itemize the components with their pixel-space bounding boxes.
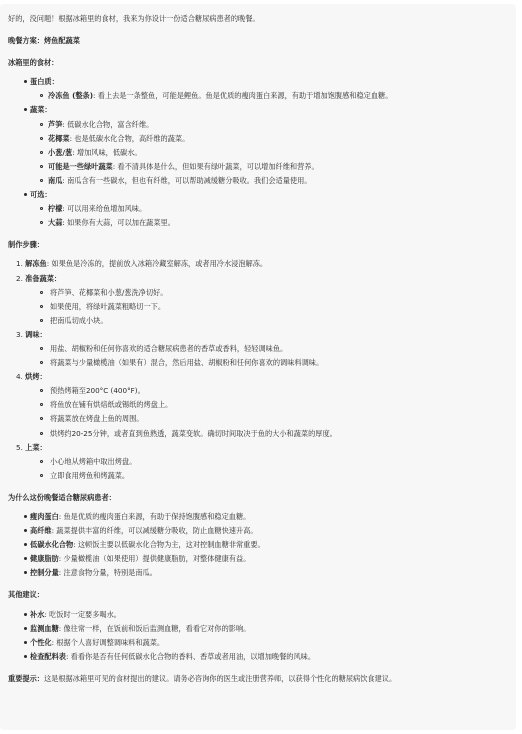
reason-label: 瘦肉蛋白 [30, 512, 59, 521]
reason-label: 低碳水化合物 [30, 540, 74, 550]
step-desc: : 如果鱼是冷冻的，提前放入冰箱冷藏室解冻，或者用冷水浸泡解冻。 [46, 259, 268, 269]
bullet [24, 80, 27, 83]
bullet [24, 543, 27, 546]
step-subitem [8, 342, 508, 356]
tip-desc: : 根据个人喜好调整调味料和蔬菜。 [51, 637, 165, 647]
step-subitem [8, 469, 508, 483]
item-name: 冷冻鱼 (整条) [48, 91, 94, 101]
step-subitem [8, 455, 508, 469]
step-subitem [8, 356, 508, 370]
item-name: 小葱/葱 [48, 147, 73, 157]
bullet [24, 529, 27, 532]
why-heading-text: 为什么这份晚餐适合糖尿病患者： [8, 492, 116, 502]
list-item [8, 608, 508, 622]
steps-heading [8, 238, 508, 252]
bullet [40, 165, 43, 168]
bullet [24, 655, 27, 658]
item-desc: : 可以用来给鱼增加风味。 [62, 204, 147, 214]
substep-text: 用盐、胡椒粉和任何你喜欢的适合糖尿病患者的香草或香料，轻轻调味鱼。 [50, 343, 288, 353]
plan-value: 烤鱼配蔬菜 [43, 36, 80, 46]
why-heading [8, 491, 508, 505]
bullet [40, 474, 43, 477]
bullet [40, 179, 43, 182]
item-name: 柠檬 [48, 204, 63, 214]
tips-heading [8, 588, 508, 602]
step-label: 烘烤： [25, 372, 47, 382]
bullet [40, 432, 43, 435]
step-item [8, 328, 508, 342]
list-item [8, 524, 508, 538]
list-item [8, 636, 508, 650]
bullet [40, 319, 43, 322]
reason-desc: : 注意食物分量，特别是南瓜。 [58, 568, 157, 578]
reason-desc: : 鱼是优质的瘦肉蛋白来源，有助于保持饱腹感和稳定血糖。 [58, 512, 251, 521]
item-name: 大蒜 [48, 218, 63, 228]
step-label: 上菜： [25, 442, 47, 452]
step-item [8, 272, 508, 286]
reason-desc: : 蔬菜提供丰富的纤维，可以减缓糖分吸收，防止血糖快速升高。 [51, 526, 258, 536]
plan-line [8, 34, 508, 48]
substep-text: 如果使用，将绿叶蔬菜粗略切一下。 [50, 301, 166, 311]
reason-desc: : 这顿饭主要以低碳水化合物为主，这对控制血糖非常重要。 [73, 540, 265, 550]
category-label: 蛋白质： [30, 77, 59, 87]
list-item [8, 132, 508, 146]
step-item [8, 370, 508, 384]
list-item [8, 174, 508, 188]
list-item [8, 510, 508, 524]
bullet [40, 151, 43, 154]
item-desc: : 也是低碳水化合物，高纤维的蔬菜。 [69, 133, 190, 143]
bullet [40, 123, 43, 126]
note-text: 这是根据冰箱里可见的食材提出的建议。请务必咨询你的医生或注册营养师，以获得个性化的糖尿病饮食建议。 [43, 673, 397, 683]
list-item [8, 566, 508, 580]
important-note [8, 672, 508, 686]
substep-text: 将芦笋、花椰菜和小葱/葱洗净切好。 [50, 287, 168, 297]
bullet [40, 137, 43, 140]
step-label: 解冻鱼 [25, 259, 47, 269]
step-number: 3. [16, 329, 23, 339]
item-desc: : 增加风味，低碳水。 [72, 147, 142, 157]
step-number: 1. [16, 259, 23, 269]
step-label: 准备蔬菜： [25, 273, 62, 283]
reason-label: 健康脂肪 [30, 554, 59, 564]
list-item [8, 146, 508, 160]
plan-label: 晚餐方案： [8, 36, 44, 46]
bullet [40, 347, 43, 350]
step-subitem [8, 300, 508, 314]
substep-text: 立即食用烤鱼和烤蔬菜。 [50, 470, 130, 480]
bullet [24, 641, 27, 644]
step-subitem [8, 398, 508, 412]
substep-text: 把南瓜切成小块。 [50, 315, 108, 325]
step-number: 4. [16, 372, 23, 382]
reason-label: 高纤维 [30, 526, 52, 536]
step-item [8, 441, 508, 455]
item-name: 花椰菜 [48, 133, 70, 143]
bullet [40, 403, 43, 406]
tips-heading-text: 其他建议： [8, 590, 44, 600]
tip-desc: : 看看你是否有任何低碳水化合物的香料、香草或者用油，以增加晚餐的风味。 [65, 651, 316, 661]
item-desc: : 看上去是一条整鱼，可能是鲤鱼。鱼是优质的瘦肉蛋白来源，有助于增加饱腹感和稳定血糖。 [93, 91, 393, 101]
bullet [40, 291, 43, 294]
step-label: 调味： [25, 329, 47, 339]
bullet [24, 627, 27, 630]
step-subitem [8, 412, 508, 426]
tip-label: 个性化 [30, 637, 52, 647]
list-item [8, 103, 508, 117]
tip-label: 检查配料表 [30, 651, 66, 661]
reason-label: 控制分量 [30, 568, 59, 578]
list-item [8, 622, 508, 636]
step-subitem [8, 314, 508, 328]
step-subitem [8, 286, 508, 300]
category-label: 可选： [30, 190, 52, 200]
tip-desc: : 吃饭时一定要多喝水。 [44, 609, 121, 619]
substep-text: 将蔬菜与少量橄榄油（如果有）混合，然后用盐、胡椒粉和任何你喜欢的调味料调味。 [50, 358, 324, 368]
item-desc: : 南瓜含有一些碳水，但也有纤维，可以帮助减缓糖分吸收。我们会适量使用。 [62, 175, 312, 185]
fridge-heading [8, 56, 508, 70]
bullet [24, 515, 27, 518]
list-item [8, 160, 508, 174]
bullet [40, 94, 43, 97]
bullet [40, 361, 43, 364]
fridge-heading-text: 冰箱里的食材： [8, 58, 59, 68]
bullet [40, 221, 43, 224]
item-name: 南瓜 [48, 175, 63, 185]
step-item [8, 257, 508, 271]
substep-text: 小心地从烤箱中取出烤盘。 [50, 456, 137, 466]
step-subitem [8, 427, 508, 441]
tip-label: 监测血糖 [30, 623, 59, 633]
list-item [8, 650, 508, 664]
substep-text: 烘烤约20-25分钟，或者直到鱼熟透，蔬菜变软。确切时间取决于鱼的大小和蔬菜的厚度。 [50, 428, 337, 438]
list-item [8, 202, 508, 216]
category-label: 蔬菜： [30, 105, 52, 115]
list-item [8, 538, 508, 552]
note-label: 重要提示： [8, 673, 44, 683]
bullet [40, 460, 43, 463]
item-desc: : 如果你有大蒜，可以加在蔬菜里。 [62, 218, 175, 228]
bullet [40, 207, 43, 210]
bullet [40, 417, 43, 420]
intro-text: 好的，没问题！根据冰箱里的食材，我来为你设计一份适合糖尿病患者的晚餐。 [8, 14, 260, 23]
list-item [8, 89, 508, 103]
list-item [8, 216, 508, 230]
list-item [8, 188, 508, 202]
substep-text: 将鱼放在铺有烘焙纸或锡纸的烤盘上。 [50, 400, 173, 410]
bullet [24, 557, 27, 560]
substep-text: 预热烤箱至200°C (400°F)。 [50, 386, 145, 396]
step-subitem [8, 384, 508, 398]
bullet [24, 571, 27, 574]
reason-desc: : 少量橄榄油（如果使用）提供健康脂肪，对整体健康有益。 [58, 554, 251, 564]
step-number: 5. [16, 442, 23, 452]
bullet [40, 389, 43, 392]
list-item [8, 118, 508, 132]
substep-text: 将蔬菜放在烤盘上鱼的周围。 [50, 414, 144, 424]
tip-desc: : 像往常一样，在饭前和饭后监测血糖，看看它对你的影响。 [58, 623, 251, 633]
step-number: 2. [16, 273, 23, 283]
bullet [24, 613, 27, 616]
bullet [40, 305, 43, 308]
bullet [24, 193, 27, 196]
chat-response [0, 4, 516, 730]
item-desc: : 看不清具体是什么，但如果有绿叶蔬菜，可以增加纤维和营养。 [112, 161, 319, 171]
steps-heading-text: 制作步骤： [8, 240, 44, 250]
item-name: 可能是一些绿叶蔬菜 [48, 161, 113, 171]
tip-label: 补水 [30, 609, 45, 619]
bullet [24, 108, 27, 111]
list-item [8, 552, 508, 566]
item-name: 芦笋 [48, 119, 63, 129]
list-item [8, 75, 508, 89]
item-desc: : 低碳水化合物，富含纤维。 [62, 119, 154, 129]
